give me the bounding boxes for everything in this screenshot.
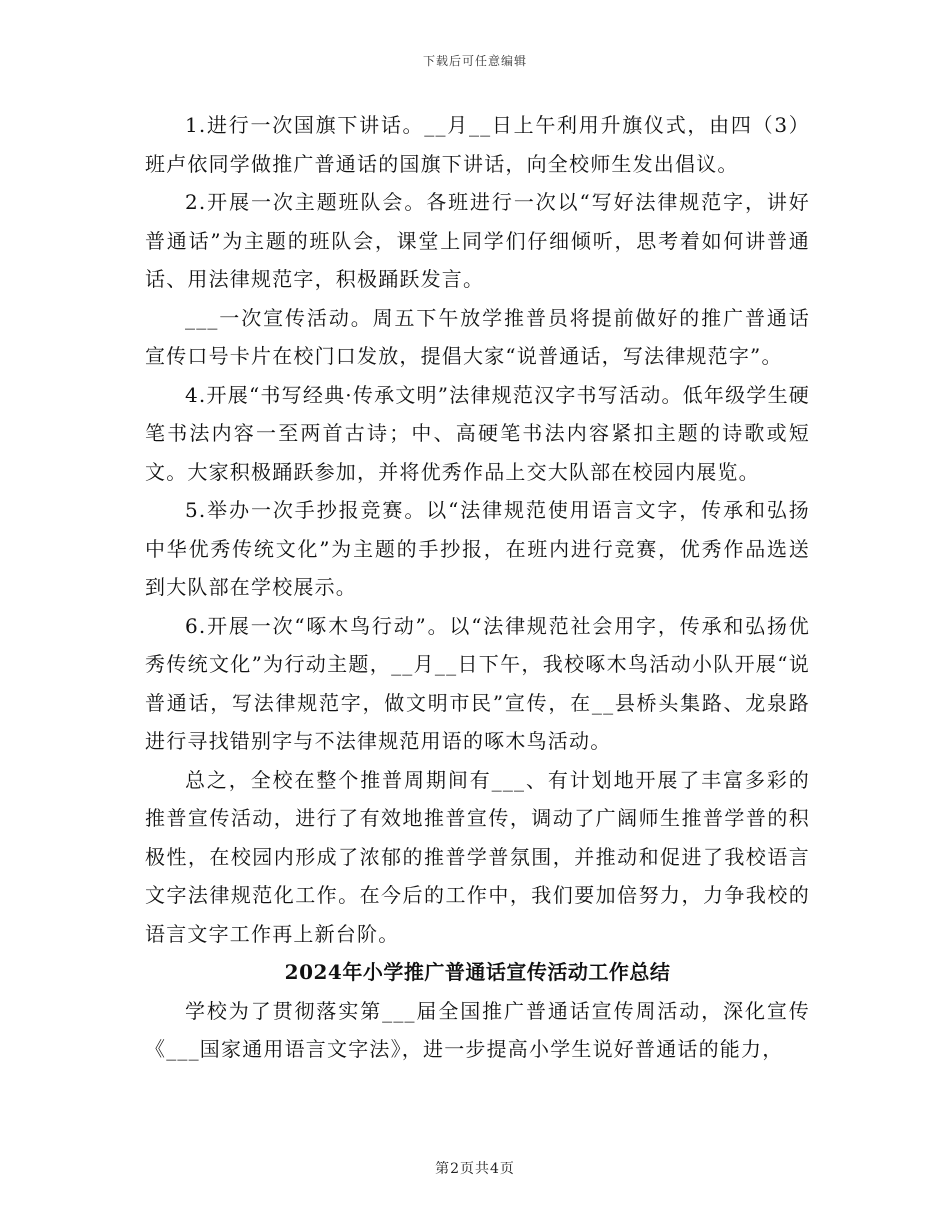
section-title: 2024年小学推广普通话宣传活动工作总结 xyxy=(284,960,671,984)
paragraph-item-5: 5.举办一次手抄报竞赛。以“法律规范使用语言文字，传承和弘扬中华优秀传统文化”为主题的手抄报，在班内进行竞赛，优秀作品选送到大队部在学校展示。 xyxy=(145,498,810,599)
paragraph-item-4: 4.开展“书写经典·传承文明”法律规范汉字书写活动。低年级学生硬笔书法内容一至两首古诗；中、高硬笔书法内容紧扣主题的诗歌或短文。大家积极踊跃参加，并将优秀作品上交大队部在校园内展览。 xyxy=(145,382,810,484)
page-number: 第2页共4页 xyxy=(435,1161,515,1177)
paragraph-item-2: 2.开展一次主题班队会。各班进行一次以“写好法律规范字，讲好普通话”为主题的班队会，课堂上同学们仔细倾听，思考着如何讲普通话、用法律规范字，积极踊跃发言。 xyxy=(145,190,810,291)
header-note: 下载后可任意编辑 xyxy=(422,54,527,68)
section-paragraph-1: 学校为了贯彻落实第___届全国推广普通话宣传周活动，深化宣传《___国家通用语言文字法》，进一步提高小学生说好普通话的能力， xyxy=(145,998,810,1061)
paragraph-item-6: 6.开展一次“啄木鸟行动”。以“法律规范社会用字，传承和弘扬优秀传统文化”为行动主题，__月__日下午，我校啄木鸟活动小队开展“说普通话，写法律规范字，做文明市民”宣传，在__县桥头集路、龙泉路进行寻找错别字与不法律规范用语的啄木鸟活动。 xyxy=(145,613,810,753)
document-body xyxy=(145,106,810,1069)
summary-paragraph: 总之，全校在整个推普周期间有___、有计划地开展了丰富多彩的推普宣传活动，进行了有效地推普宣传，调动了广阔师生推普学普的积极性，在校园内形成了浓郁的推普学普氛围，并推动和促进了我校语言文字法律规范化工作。在今后的工作中，我们要加倍努力，力争我校的语言文字工作再上新台阶。 xyxy=(145,767,810,946)
paragraph-item-1: 1.进行一次国旗下讲话。__月__日上午利用升旗仪式，由四（3）班卢依同学做推广普通话的国旗下讲话，向全校师生发出倡议。 xyxy=(145,113,810,176)
paragraph-item-3: ___一次宣传活动。周五下午放学推普员将提前做好的推广普通话宣传口号卡片在校门口发放，提倡大家“说普通话，写法律规范字”。 xyxy=(145,305,810,368)
